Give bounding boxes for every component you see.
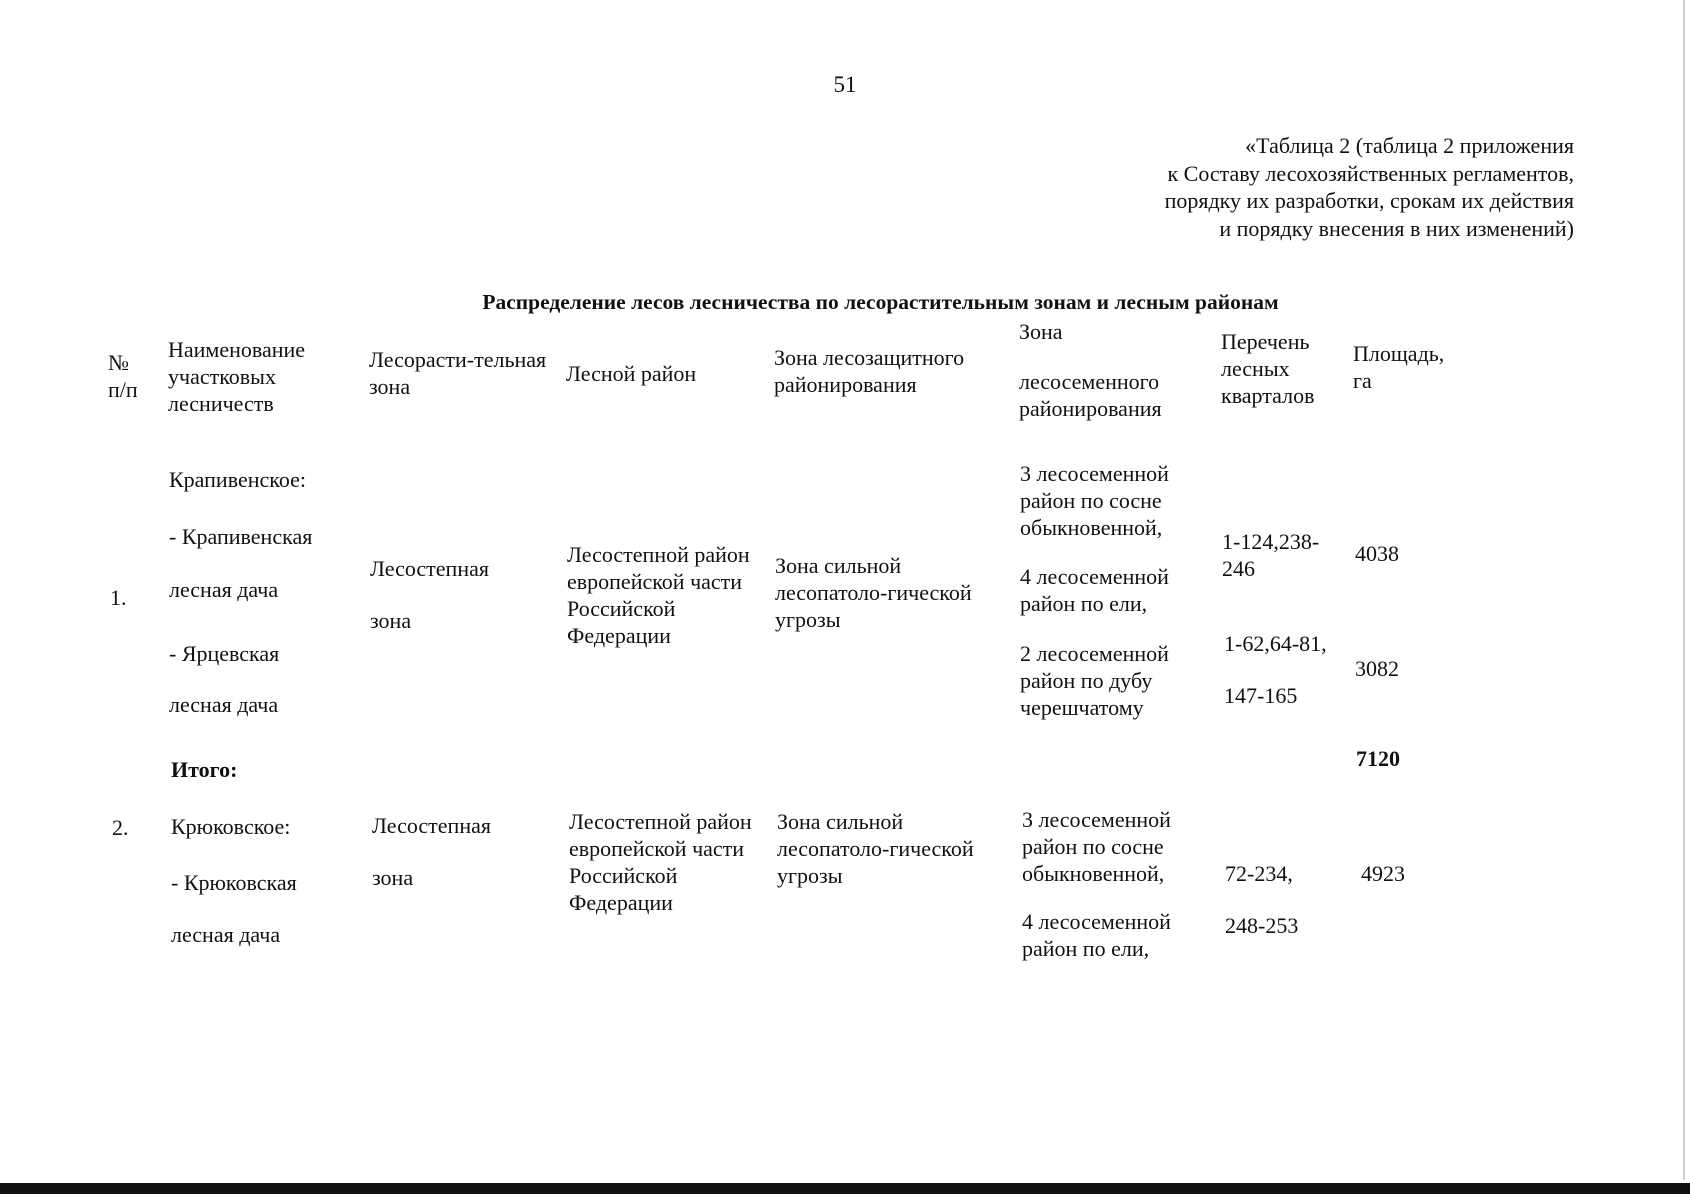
protect-line: лесопатоло-гической bbox=[777, 836, 974, 861]
header-quarters bbox=[1221, 328, 1314, 409]
vegetation-zone: Лесостепная bbox=[372, 813, 491, 838]
protect-line: угрозы bbox=[777, 863, 843, 888]
vegetation-zone: зона bbox=[372, 865, 414, 890]
header-protect bbox=[774, 344, 964, 398]
seed-line: 3 лесосеменной bbox=[1020, 461, 1169, 486]
caption-line: и порядку внесения в них изменений) bbox=[1219, 215, 1574, 241]
header-num-line: № bbox=[108, 350, 129, 375]
seed-line: обыкновенной, bbox=[1022, 861, 1165, 886]
forest-district bbox=[569, 808, 752, 916]
seed-line: район по ели, bbox=[1022, 936, 1150, 961]
protection-zone bbox=[777, 808, 974, 889]
protect-line: угрозы bbox=[775, 607, 841, 632]
seed-line: район по сосне bbox=[1020, 488, 1162, 513]
seed-line: обыкновенной, bbox=[1020, 515, 1163, 540]
protect-line: Зона сильной bbox=[777, 809, 904, 834]
seed-line: черешчатому bbox=[1020, 695, 1144, 720]
header-quarters-line: Перечень bbox=[1221, 329, 1310, 354]
district-line: Российской bbox=[569, 863, 678, 888]
total-value: 7120 bbox=[1356, 746, 1400, 771]
seed-zone bbox=[1020, 640, 1169, 721]
scan-bottom-bar bbox=[0, 1183, 1690, 1194]
total-label: Итого: bbox=[171, 757, 238, 782]
forest-dacha: - Ярцевская bbox=[169, 641, 280, 666]
header-zone-line: Лесорасти-тельная bbox=[369, 347, 547, 372]
seed-zone bbox=[1020, 460, 1169, 541]
header-protect-line: районирования bbox=[774, 372, 917, 397]
seed-zone bbox=[1020, 563, 1169, 617]
header-name-line: Наименование bbox=[168, 337, 306, 362]
protect-line: Зона сильной bbox=[775, 553, 902, 578]
seed-line: 4 лесосеменной bbox=[1022, 909, 1171, 934]
header-seed-line: лесосеменного bbox=[1019, 369, 1160, 394]
header-num bbox=[108, 349, 138, 403]
header-quarters-line: лесных bbox=[1221, 356, 1290, 381]
row-number: 2. bbox=[112, 815, 129, 840]
district-line: Лесостепной район bbox=[567, 542, 750, 567]
row-number: 1. bbox=[110, 585, 127, 610]
seed-line: район по ели, bbox=[1020, 591, 1148, 616]
district-line: Федерации bbox=[567, 623, 671, 648]
protection-zone bbox=[775, 552, 972, 633]
forest-dacha: лесная дача bbox=[169, 577, 279, 602]
header-quarters-line: кварталов bbox=[1221, 383, 1315, 408]
seed-line: 3 лесосеменной bbox=[1022, 807, 1171, 832]
district-line: Федерации bbox=[569, 890, 673, 915]
header-district: Лесной район bbox=[566, 361, 697, 386]
seed-line: район по дубу bbox=[1020, 668, 1153, 693]
seed-line: 4 лесосеменной bbox=[1020, 564, 1169, 589]
table-caption bbox=[1165, 132, 1574, 242]
district-line: европейской части bbox=[567, 569, 743, 594]
district-line: Российской bbox=[567, 596, 676, 621]
area-value: 4038 bbox=[1355, 541, 1399, 566]
district-line: Лесостепной район bbox=[569, 809, 752, 834]
seed-zone bbox=[1022, 806, 1171, 887]
quarters-list: 248-253 bbox=[1225, 913, 1299, 938]
caption-line: к Составу лесохозяйственных регламентов, bbox=[1167, 160, 1574, 186]
header-protect-line: Зона лесозащитного bbox=[774, 345, 965, 370]
caption-line: порядку их разработки, срокам их действия bbox=[1164, 188, 1574, 213]
forest-dacha: - Крапивенская bbox=[169, 524, 313, 549]
vegetation-zone: зона bbox=[370, 608, 412, 633]
page-number: 51 bbox=[833, 72, 857, 97]
quarters-line: 246 bbox=[1222, 556, 1255, 581]
header-zone-line: зона bbox=[369, 374, 411, 399]
forestry-name: Крюковское: bbox=[171, 814, 291, 839]
seed-line: 2 лесосеменной bbox=[1020, 641, 1169, 666]
forest-dacha: лесная дача bbox=[171, 922, 281, 947]
quarters-list: 1-62,64-81, bbox=[1224, 631, 1327, 656]
forest-district bbox=[567, 541, 750, 649]
area-value: 4923 bbox=[1361, 861, 1405, 886]
header-num-line: п/п bbox=[108, 377, 138, 402]
header-seed-zone bbox=[1019, 318, 1162, 422]
header-area-line: Площадь, bbox=[1353, 341, 1445, 366]
header-zone bbox=[369, 346, 546, 400]
forest-dacha: - Крюковская bbox=[171, 870, 297, 895]
forest-dacha: лесная дача bbox=[169, 692, 279, 717]
protect-line: лесопатоло-гической bbox=[775, 580, 972, 605]
header-seed-line: районирования bbox=[1019, 396, 1162, 421]
seed-line: район по сосне bbox=[1022, 834, 1164, 859]
scan-edge bbox=[1683, 0, 1685, 1180]
district-line: европейской части bbox=[569, 836, 745, 861]
quarters-line: 1-124,238- bbox=[1222, 529, 1320, 554]
seed-zone bbox=[1022, 908, 1171, 962]
quarters-list: 147-165 bbox=[1224, 683, 1298, 708]
quarters-list: 72-234, bbox=[1225, 861, 1293, 886]
document-title: Распределение лесов лесничества по лесорастительным зонам и лесным районам bbox=[482, 290, 1279, 314]
caption-line: «Таблица 2 (таблица 2 приложения bbox=[1245, 133, 1574, 158]
header-name-line: лесничеств bbox=[168, 391, 274, 416]
header-name-line: участковых bbox=[168, 364, 276, 389]
quarters-list bbox=[1222, 528, 1319, 582]
header-seed-line: Зона bbox=[1019, 319, 1063, 344]
header-area bbox=[1353, 340, 1444, 394]
area-value: 3082 bbox=[1355, 656, 1399, 681]
vegetation-zone: Лесостепная bbox=[370, 556, 489, 581]
header-name bbox=[168, 336, 305, 417]
header-area-line: га bbox=[1353, 368, 1372, 393]
forestry-name: Крапивенское: bbox=[169, 467, 306, 492]
